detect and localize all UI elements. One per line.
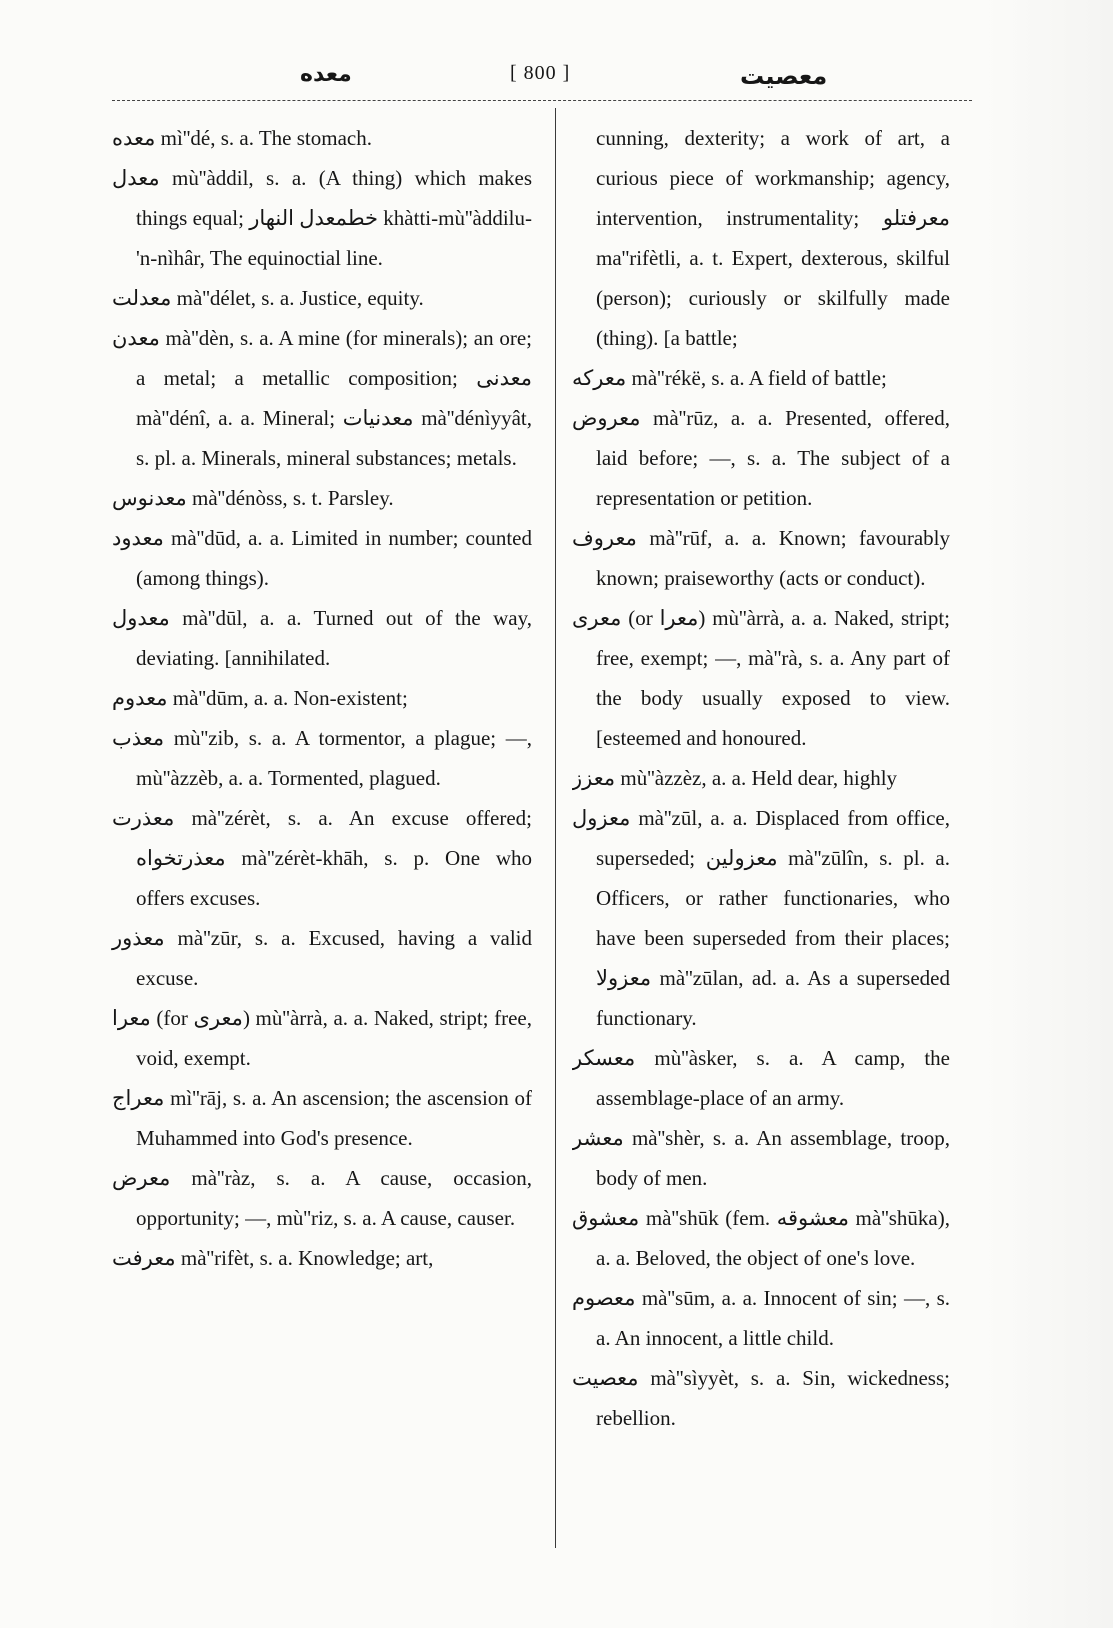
header-rule <box>112 100 972 101</box>
entry: معدوم mà''dūm, a. a. Non-existent; <box>112 686 408 710</box>
column-divider <box>555 108 556 1548</box>
entry: معدود mà''dūd, a. a. Limited in number; counted (among things). <box>112 526 532 590</box>
entry: معراج mì''rāj, s. a. An ascension; the ascension of Muhammed into God's presence. <box>112 1086 532 1150</box>
header-left-word: معده <box>300 62 352 87</box>
entry: معذرت mà''zérèt, s. a. An excuse offered; معذرتخواه mà''zérèt-khāh, s. p. One who offers excuses. <box>112 806 532 910</box>
entry: معركه mà''rékë, s. a. A field of battle; <box>572 366 887 390</box>
entry: معرفت mà''rifèt, s. a. Knowledge; art, <box>112 1246 434 1270</box>
entry: معده mì''dé, s. a. The stomach. <box>112 126 372 150</box>
entry: معصوم mà''sūm, a. a. Innocent of sin; —, s. a. An innocent, a little child. <box>572 1286 950 1350</box>
entry: معذب mù''zib, s. a. A tormentor, a plague; —, mù''àzzèb, a. a. Tormented, plagued. <box>112 726 532 790</box>
entry: معصيت mà''sìyyèt, s. a. Sin, wickedness; rebellion. <box>572 1366 950 1430</box>
header-right-word: معصيت <box>740 62 828 90</box>
entry: معروض mà''rūz, a. a. Presented, offered, laid before; —, s. a. The subject of a representation or petition. <box>572 406 950 510</box>
left-column <box>112 118 532 1278</box>
entry: معزول mà''zūl, a. a. Displaced from office, superseded; معزولين mà''zūlîn, s. pl. a. Officers, or rather functionaries, who have been superseded from their places; معزولا mà''zūlan, ad. a. As a superseded functionary. <box>572 806 950 1030</box>
entry: معدنوس mà''dénòss, s. t. Parsley. <box>112 486 394 510</box>
entry: معرا (for معرى) mù''àrrà, a. a. Naked, stript; free, void, exempt. <box>112 1006 532 1070</box>
right-column <box>572 118 950 1438</box>
entry: معدلت mà''délet, s. a. Justice, equity. <box>112 286 424 310</box>
page-edge-shadow <box>985 0 1113 1628</box>
entry: معرى (or معرا) mù''àrrà, a. a. Naked, stript; free, exempt; —, mà''rà, s. a. Any part of the body usually exposed to view. [esteemed and honoured. <box>572 606 950 750</box>
entry: معشر mà''shèr, s. a. An assemblage, troop, body of men. <box>572 1126 950 1190</box>
entry: معزز mù''àzzèz, a. a. Held dear, highly <box>572 766 898 790</box>
entry: معدول mà''dūl, a. a. Turned out of the way, deviating. [annihilated. <box>112 606 532 670</box>
entry: معذور mà''zūr, s. a. Excused, having a valid excuse. <box>112 926 532 990</box>
entry-continuation: cunning, dexterity; a work of art, a curious piece of workmanship; agency, intervention, instrumentality; معرفتلو ma''rifètli, a. t. Expert, dexterous, skilful (person); curiously or skilfully made (thing). [a battle; <box>596 126 950 350</box>
page-number: [ 800 ] <box>510 62 571 84</box>
entry: معروف mà''rūf, a. a. Known; favourably known; praiseworthy (acts or conduct). <box>572 526 950 590</box>
entry: معدل mù''àddil, s. a. (A thing) which makes things equal; خطمعدل النهار khàtti-mù''àddilu-'n-nìhâr, The equinoctial line. <box>112 166 533 270</box>
entry: معسكر mù''àsker, s. a. A camp, the assemblage-place of an army. <box>572 1046 950 1110</box>
page-header <box>110 54 965 94</box>
entry: معدن mà''dèn, s. a. A mine (for minerals); an ore; a metal; a metallic composition; معدنى mà''dénî, a. a. Mineral; معدنيات mà''dénìyyât, s. pl. a. Minerals, mineral substances; metals. <box>112 326 532 470</box>
entry: معشوق mà''shūk (fem. معشوقه mà''shūka), a. a. Beloved, the object of one's love. <box>572 1206 950 1270</box>
entry: معرض mà''ràz, s. a. A cause, occasion, opportunity; —, mù''riz, s. a. A cause, causer. <box>112 1166 532 1230</box>
